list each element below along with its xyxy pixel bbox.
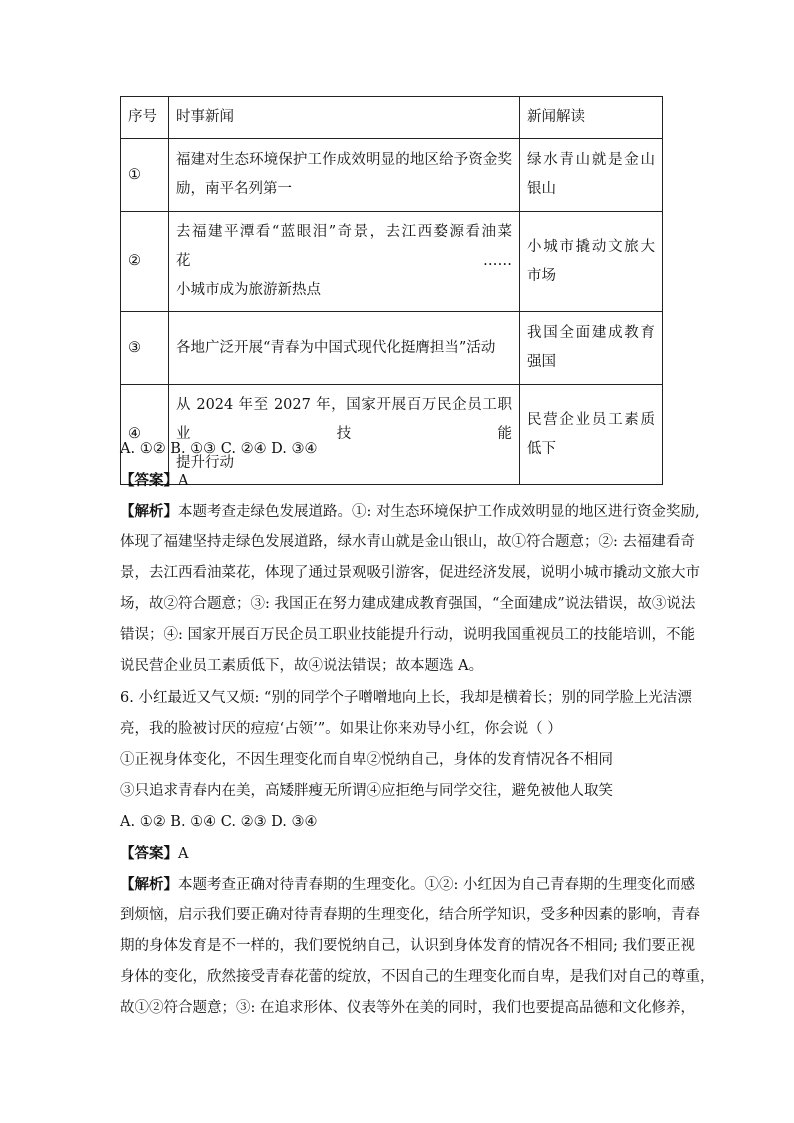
- q6-analysis-line: 故①②符合题意；③: 在追求形体、仪表等外在美的同时，我们也要提高品德和文化修养，: [120, 1000, 695, 1016]
- q6-stem-line: 6. 小红最近又气又烦: “别的同学个子噌噌地向上长，我却是横着长；别的同学脸上光洁漂: [120, 690, 692, 706]
- q5-analysis-line: [120, 496, 700, 527]
- row-news: [169, 139, 520, 212]
- row-number: ③: [121, 312, 169, 385]
- row-interp-line: 银山: [527, 181, 556, 197]
- row-interp-line: 绿水青山就是金山: [527, 152, 655, 168]
- row-number: ④: [121, 385, 169, 485]
- row-interp-line: 市场: [527, 267, 556, 284]
- row-interpretation: [520, 312, 663, 385]
- row-interp-line: 我国全面建成教育: [527, 325, 655, 341]
- q6-analysis-line: 身体的变化，欣然接受青春花蕾的绽放，不因自己的生理变化而自卑，是我们对自己的尊重，: [120, 969, 715, 985]
- row-news: [169, 212, 520, 312]
- row-news-line: 福建对生态环境保护工作成效明显的地区给予资金奖: [176, 152, 512, 168]
- row-news-line: 从 2024 年至 2027 年，国家开展百万民企员工职业技能: [176, 397, 512, 442]
- row-news: [169, 312, 520, 385]
- row-interpretation: [520, 212, 663, 312]
- q5-analysis-line: 错误；④: 国家开展百万民企员工职业技能提升行动，说明我国重视员工的技能培训，不能: [120, 627, 695, 643]
- row-news-line: 提升行动: [176, 455, 234, 471]
- row-news-line: 去福建平潭看“蓝眼泪”奇景，去江西婺源看油菜花……: [176, 224, 512, 269]
- header-cell-interpretation: 新闻解读: [520, 97, 663, 139]
- analysis-tag: 【解析】: [120, 503, 178, 520]
- q5-options: A. ①② B. ①③ C. ②④ D. ③④: [120, 441, 318, 457]
- news-table: [120, 96, 663, 485]
- q6-answer: [120, 838, 680, 869]
- question-6-block: [120, 683, 715, 1024]
- q6-stem-line: 亮，我的脸被讨厌的痘痘‘占领’”。如果让你来劝导小红，你会说（ ）: [120, 721, 562, 737]
- row-interp-line: 低下: [527, 440, 556, 457]
- q6-choice-line: ①正视身体变化，不因生理变化而自卑②悦纳自己，身体的发育情况各不相同: [120, 752, 613, 768]
- q5-analysis-line: 体现了福建坚持走绿色发展道路，绿水青山就是金山银山，故①符合题意；②: 去福建看奇: [120, 534, 695, 550]
- q5-answer: [120, 465, 680, 496]
- row-interp-line: 民营企业员工素质: [527, 411, 655, 428]
- header-cell-number: 序号: [121, 97, 169, 139]
- header-cell-news: 时事新闻: [169, 97, 520, 139]
- q6-analysis-line: [120, 869, 695, 900]
- answer-tag: 【答案】: [120, 845, 178, 862]
- row-news-line: 励，南平名列第一: [176, 181, 292, 197]
- q6-analysis-line: 期的身体发育是不一样的，我们要悦纳自己，认识到身体发育的情况各不相同; 我们要正视: [120, 938, 695, 954]
- table-row: [121, 212, 663, 312]
- row-news-line: 各地广泛开展“青春为中国式现代化挺膺担当”活动: [176, 339, 496, 356]
- question-5-block: [120, 434, 700, 682]
- row-interp-line: 强国: [527, 354, 556, 370]
- row-news-line: 小城市成为旅游新热点: [176, 282, 321, 298]
- q6-options: A. ①② B. ①④ C. ②③ D. ③④: [120, 814, 318, 830]
- q6-choice-line: ③只追求青春内在美，高矮胖瘦无所谓④应拒绝与同学交往，避免被他人取笑: [120, 783, 613, 799]
- table-row: [121, 139, 663, 212]
- answer-tag: 【答案】: [120, 472, 178, 489]
- analysis-tag: 【解析】: [120, 876, 178, 893]
- table-header-row: [121, 97, 663, 139]
- q5-analysis-line: 说民营企业员工素质低下，故④说法错误；故本题选 A。: [120, 658, 484, 674]
- table-row: [121, 312, 663, 385]
- answer-value: A: [178, 473, 189, 489]
- row-interp-line: 小城市撬动文旅大: [527, 238, 655, 255]
- row-number: ②: [121, 212, 169, 312]
- row-interpretation: [520, 139, 663, 212]
- q6-analysis-line: 到烦恼，启示我们要正确对待青春期的生理变化，结合所学知识，受多种因素的影响，青春: [120, 907, 700, 923]
- q5-analysis-line: 场，故②符合题意；③: 我国正在努力建成建成教育强国，“全面建成”说法错误，故③说法: [120, 596, 696, 612]
- analysis-text: 本题考查走绿色发展道路。①: 对生态环境保护工作成效明显的地区进行资金奖励,: [178, 504, 700, 520]
- row-number: ①: [121, 139, 169, 212]
- q5-analysis-line: 景，去江西看油菜花，体现了通过景观吸引游客，促进经济发展，说明小城市撬动文旅大市: [120, 565, 700, 581]
- answer-value: A: [178, 846, 189, 862]
- analysis-text: 本题考查正确对待青春期的生理变化。①②: 小红因为自己青春期的生理变化而感: [178, 877, 695, 893]
